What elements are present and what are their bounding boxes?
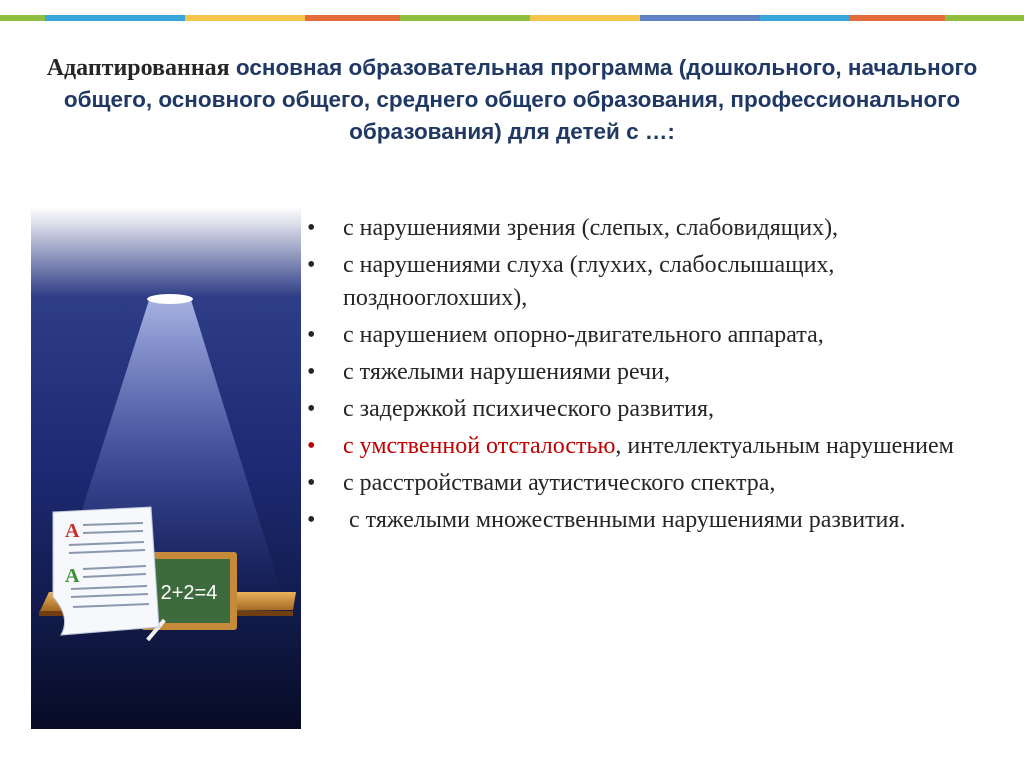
bullet-icon: • bbox=[307, 215, 316, 241]
item-text: , интеллектуальным нарушением bbox=[615, 433, 954, 459]
list-item bbox=[305, 504, 995, 537]
bullet-icon: • bbox=[307, 359, 316, 385]
item-text: с тяжелыми множественными нарушениями развития. bbox=[343, 507, 906, 533]
slide-title bbox=[40, 52, 984, 148]
bullet-icon: • bbox=[307, 252, 316, 278]
item-text: с задержкой психического развития, bbox=[343, 396, 715, 422]
board-text: 2+2=4 bbox=[160, 582, 218, 604]
item-text: с нарушениями слуха (глухих, слабослышащих, позднооглохших), bbox=[343, 252, 835, 311]
spotlight-illustration bbox=[31, 207, 301, 729]
bullet-icon: • bbox=[307, 470, 316, 496]
stripe-segment bbox=[530, 15, 640, 21]
stripe-segment bbox=[0, 15, 45, 21]
item-text: с нарушениями зрения (слепых, слабовидящих), bbox=[343, 215, 839, 241]
list-item bbox=[305, 249, 995, 315]
stripe-segment bbox=[305, 15, 400, 21]
stripe-segment bbox=[400, 15, 530, 21]
list-item bbox=[305, 430, 995, 463]
title-rest: основная образовательная программа (дошкольного, начального общего, основного общего, среднего общего образования, профессионального образования) для детей с …: bbox=[63, 55, 978, 144]
item-highlight: с умственной отсталостью bbox=[343, 433, 616, 459]
bullet-icon: • bbox=[307, 507, 316, 533]
stripe-segment bbox=[760, 15, 850, 21]
doc-letter-red: A bbox=[65, 520, 80, 542]
list-item bbox=[305, 393, 995, 426]
spotlight-scene bbox=[31, 207, 301, 729]
list-item bbox=[305, 319, 995, 352]
bullet-icon: • bbox=[307, 322, 316, 348]
stripe-segment bbox=[45, 15, 185, 21]
title-lead: Адаптированная bbox=[46, 55, 230, 81]
item-text: с тяжелыми нарушениями речи, bbox=[343, 359, 670, 385]
list-item bbox=[305, 212, 995, 245]
item-text: с нарушением опорно-двигательного аппарата, bbox=[343, 322, 824, 348]
item-text: с расстройствами аутистического спектра, bbox=[343, 470, 776, 496]
doc-letter-green: A bbox=[65, 565, 80, 587]
top-color-stripe bbox=[0, 15, 1024, 21]
list-item bbox=[305, 467, 995, 500]
stripe-segment bbox=[945, 15, 1024, 21]
list-item bbox=[305, 356, 995, 389]
bullet-icon: • bbox=[307, 433, 316, 459]
category-list bbox=[305, 212, 995, 541]
stripe-segment bbox=[185, 15, 305, 21]
stripe-segment bbox=[850, 15, 945, 21]
bullet-icon: • bbox=[307, 396, 316, 422]
stripe-segment bbox=[640, 15, 760, 21]
document-icon bbox=[53, 507, 159, 635]
lamp-icon bbox=[147, 294, 193, 304]
